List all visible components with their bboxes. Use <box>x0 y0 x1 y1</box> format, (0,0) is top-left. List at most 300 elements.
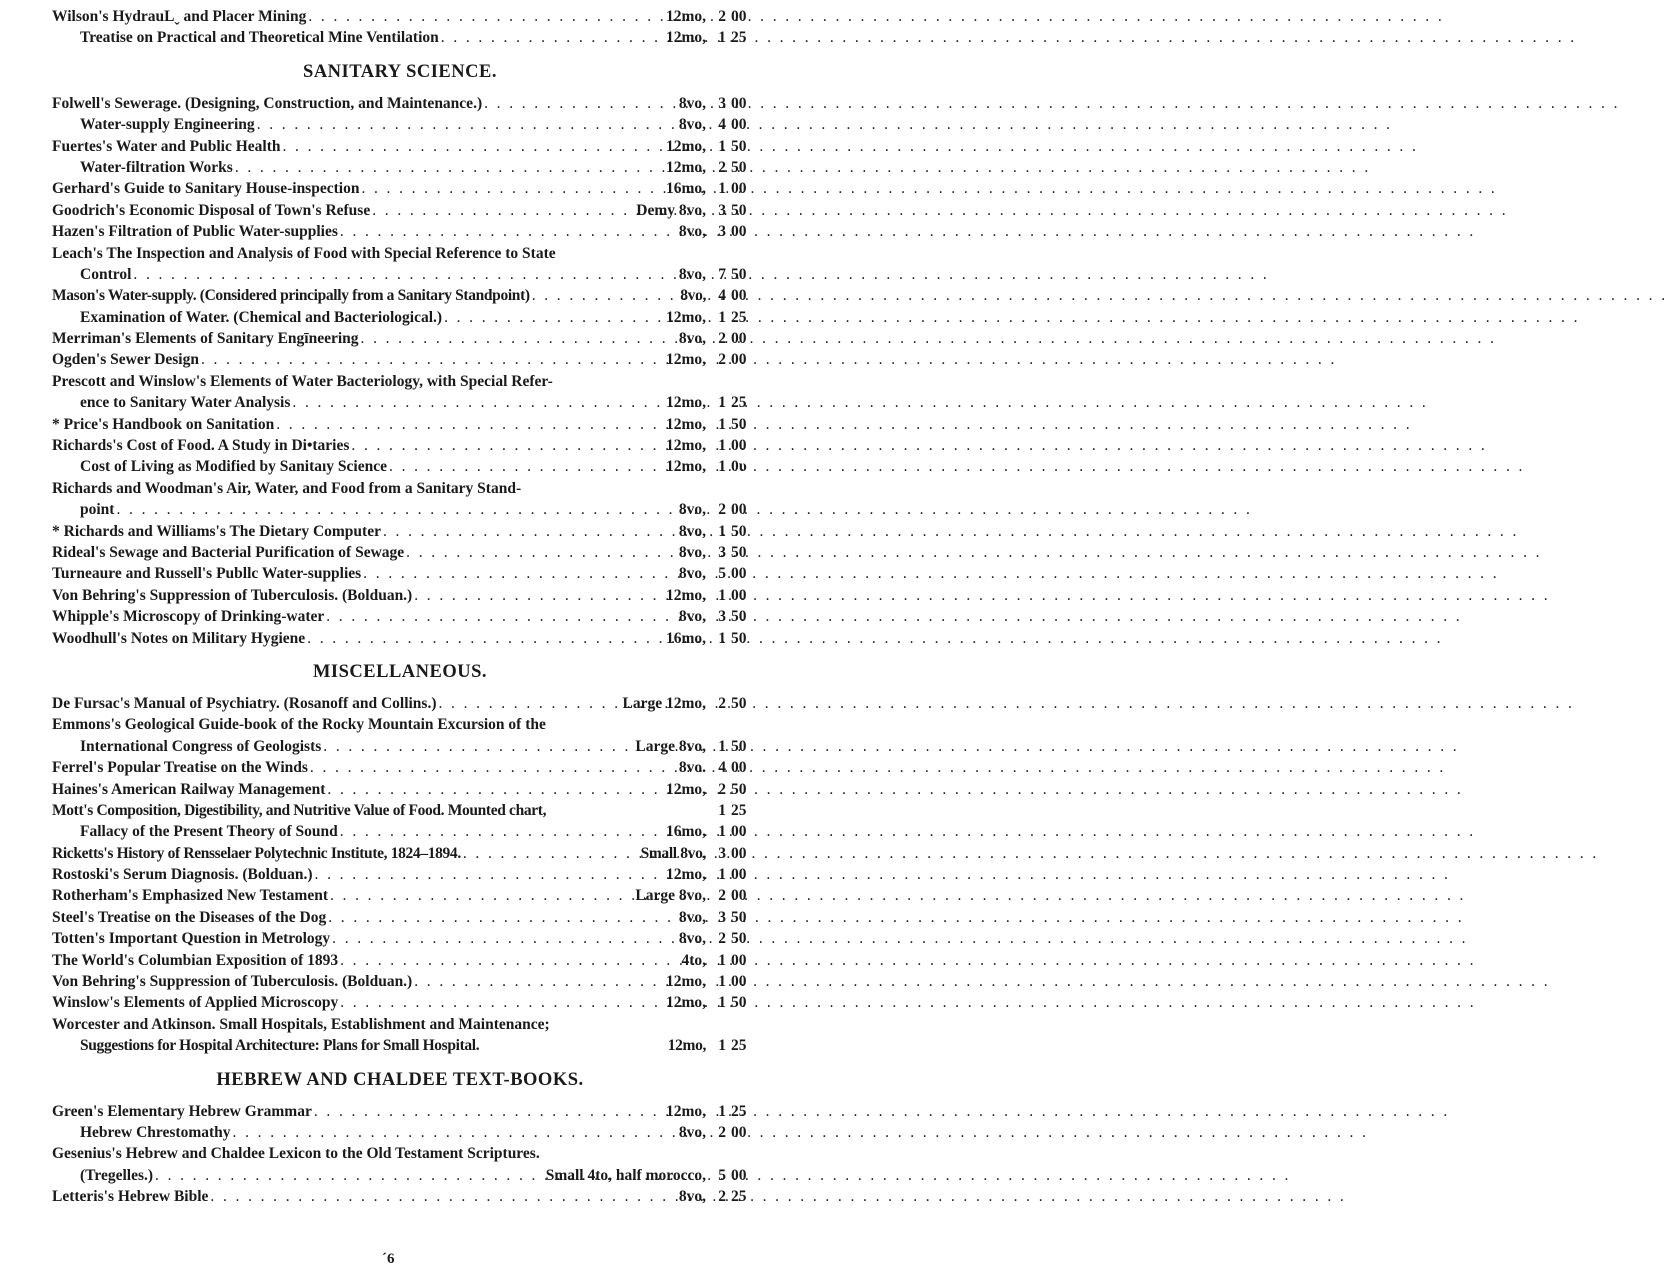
catalog-entry <box>0 200 800 221</box>
entry-title: * Price's Handbook on Sanitation <box>52 415 275 433</box>
entry-format: 12mo, <box>665 415 706 433</box>
entry-title: Whipple's Microscopy of Drinking-water <box>52 608 325 626</box>
price-cents: 50 <box>731 994 747 1012</box>
dot-leader <box>361 563 679 584</box>
dot-leader <box>328 885 635 906</box>
entry-title: Rotherham's Emphasized New Testament <box>52 887 328 905</box>
dot-leader <box>461 843 641 864</box>
page-number: ˊ6 <box>382 1251 395 1267</box>
entry-title: Von Behring's Suppression of Tuberculosis. (Bolduan.) <box>52 586 413 604</box>
dot-leader <box>308 757 679 778</box>
entry-title: Fuertes's Water and Public Health <box>52 137 281 155</box>
entry-body <box>52 6 706 27</box>
price-dollars: 4 <box>718 116 726 134</box>
entry-title: Control <box>80 265 132 283</box>
catalog-sections <box>0 49 800 1208</box>
price-dollars: 7 <box>718 265 726 283</box>
entry-body <box>52 693 706 714</box>
entry-title: Rideal's Sewage and Bacterial Purification of Sewage <box>52 543 405 561</box>
price-cents: 00 <box>731 844 747 862</box>
price-cents: 50 <box>731 930 747 948</box>
entry-format: 16mo, <box>665 180 706 198</box>
price-dollars: 2 <box>718 694 726 712</box>
price-dollars: 1 <box>718 951 726 969</box>
entry-format: 12mo, <box>665 586 706 604</box>
price-cents: 00 <box>731 866 747 884</box>
entry-title: Woodhull's Notes on Military Hygiene <box>52 629 306 647</box>
catalog-entry <box>0 499 800 520</box>
price-cents: 00 <box>731 180 747 198</box>
entry-title: Suggestions for Hospital Architecture: Plans for Small Hospital. <box>80 1037 480 1055</box>
price-cents: 00 <box>731 287 747 305</box>
price-cents: 50 <box>731 737 747 755</box>
entry-title: De Fursac's Manual of Psychiatry. (Rosanoff and Collins.) <box>52 694 437 712</box>
entry-body <box>52 714 706 735</box>
entry-title: Treatise on Practical and Theoretical Mine Ventilation <box>80 29 439 47</box>
catalog-entry-line <box>0 243 800 264</box>
entry-body <box>80 456 706 477</box>
price-dollars: 1 <box>718 522 726 540</box>
entry-title: Letteris's Hebrew Bible <box>52 1188 209 1206</box>
price-dollars: 3 <box>718 94 726 112</box>
catalog-entry <box>0 349 800 370</box>
entry-format: 12mo, <box>665 29 706 47</box>
entry-format: 8vo, <box>678 930 706 948</box>
entry-title: (Tregelles.) <box>80 1166 154 1184</box>
dot-leader <box>412 971 666 992</box>
section-heading: MISCELLANEOUS. <box>312 661 488 682</box>
entry-title: Leach's The Inspection and Analysis of Food with Special Reference to State <box>52 244 556 262</box>
catalog-section <box>0 1057 800 1208</box>
dot-leader <box>387 456 666 477</box>
entry-body <box>52 349 706 370</box>
price-cents: 50 <box>731 265 747 283</box>
price-dollars: 2 <box>718 930 726 948</box>
price-cents: 25 <box>731 1102 747 1120</box>
catalog-entry <box>0 328 800 349</box>
price-cents: 00 <box>731 351 747 369</box>
catalog-entry <box>0 6 800 27</box>
entry-format: 8vo. <box>678 759 706 777</box>
entry-body <box>52 521 706 542</box>
price-dollars: 1 <box>718 137 726 155</box>
price-dollars: 2 <box>718 158 726 176</box>
price-cents: 50 <box>731 543 747 561</box>
entry-title: Examination of Water. (Chemical and Bacteriological.) <box>80 308 443 326</box>
dot-leader <box>233 157 666 178</box>
catalog-entry <box>0 950 800 971</box>
entry-title: Wilson's HydrauLˬ and Placer Mining <box>52 8 307 25</box>
entry-title: Haines's American Railway Management <box>52 780 326 798</box>
price-dollars: 4 <box>718 287 726 305</box>
catalog-section <box>0 649 800 1057</box>
entry-format: Demy 8vo, <box>636 201 706 219</box>
entry-format: 12mo, <box>665 866 706 884</box>
catalog-entry <box>0 285 800 306</box>
catalog-entry-line <box>0 371 800 392</box>
entry-title: Von Behring's Suppression of Tuberculosis. (Bolduan.) <box>52 973 413 991</box>
price-dollars: 1 <box>718 737 726 755</box>
entry-title: point <box>80 501 115 519</box>
catalog-entry <box>0 221 800 242</box>
entry-body <box>52 907 706 928</box>
entry-title: Richards's Cost of Food. A Study in Di•taries <box>52 437 350 455</box>
entry-format: Large 12mo, <box>622 694 706 712</box>
price-cents: 00 <box>731 823 747 841</box>
price-cents: 25 <box>731 1037 747 1055</box>
entry-format: 8vo, <box>678 501 706 519</box>
dot-leader <box>313 864 666 885</box>
entry-body <box>52 371 706 392</box>
entry-body <box>52 178 706 199</box>
price-cents: 00 <box>731 1166 747 1184</box>
dot-leader <box>153 1165 546 1186</box>
entry-format: 8vo, <box>678 116 706 134</box>
entry-body <box>52 243 706 264</box>
price-dollars: 2 <box>718 887 726 905</box>
entry-body <box>52 585 706 606</box>
entry-body <box>80 157 706 178</box>
entry-format: 12mo, <box>665 394 706 412</box>
entry-body <box>52 328 706 349</box>
price-dollars: 2 <box>718 351 726 369</box>
entry-title: Hebrew Chrestomathy <box>80 1123 231 1141</box>
price-cents: 50 <box>731 608 747 626</box>
entry-title: Water-filtration Works <box>80 158 233 176</box>
catalog-entry <box>0 757 800 778</box>
entry-body <box>80 27 706 48</box>
entry-format: 8vo, <box>678 1188 706 1206</box>
price-dollars: 1 <box>718 29 726 47</box>
entry-body <box>52 971 706 992</box>
price-dollars: 1 <box>718 629 726 647</box>
dot-leader <box>324 606 679 627</box>
price-cents: 00 <box>731 8 747 25</box>
dot-leader <box>325 779 666 800</box>
price-dollars: 1 <box>718 994 726 1012</box>
catalog-entry <box>0 542 800 563</box>
catalog-entry <box>0 585 800 606</box>
catalog-entry <box>0 779 800 800</box>
entry-body <box>52 779 706 800</box>
dot-leader <box>412 585 666 606</box>
catalog-entry <box>0 693 800 714</box>
entry-format: 8vo, <box>678 1123 706 1141</box>
entry-body <box>52 1143 706 1164</box>
entry-title: Water-supply Engineering <box>80 116 255 134</box>
entry-body <box>80 1035 706 1056</box>
entry-title: Green's Elementary Hebrew Grammar <box>52 1102 312 1120</box>
entry-body <box>52 843 706 864</box>
price-cents: 25 <box>731 1188 747 1206</box>
price-dollars: 3 <box>718 844 726 862</box>
dot-leader <box>280 136 665 157</box>
price-dollars: 1 <box>718 866 726 884</box>
entry-format: 12mo, <box>665 780 706 798</box>
catalog-entry <box>0 992 800 1013</box>
entry-format: 12mo, <box>665 973 706 991</box>
entry-body <box>52 1186 706 1207</box>
price-cents: 50 <box>731 908 747 926</box>
price-dollars: 1 <box>718 308 726 326</box>
entry-format: 8vo, <box>678 608 706 626</box>
entry-title: Goodrich's Economic Disposal of Town's Refuse <box>52 201 371 219</box>
catalog-entry <box>0 521 800 542</box>
entry-body <box>52 757 706 778</box>
catalog-entry <box>0 435 800 456</box>
dot-leader <box>404 542 679 563</box>
catalog-entry <box>0 864 800 885</box>
entry-format: 8vo, <box>680 287 706 305</box>
entry-title: Folwell's Sewerage. (Designing, Construction, and Maintenance.) <box>52 94 483 112</box>
price-cents: 50 <box>731 158 747 176</box>
dot-leader <box>482 93 679 114</box>
entry-body <box>52 136 706 157</box>
catalog-entry <box>0 1101 800 1122</box>
entry-body <box>52 1101 706 1122</box>
price-dollars: 3 <box>718 543 726 561</box>
dot-leader <box>349 435 666 456</box>
entry-body <box>52 93 706 114</box>
catalog-entry <box>0 264 800 285</box>
dot-leader <box>437 693 623 714</box>
entry-body <box>52 542 706 563</box>
catalog-entry <box>0 114 800 135</box>
dot-leader <box>131 264 678 285</box>
price-dollars: 3 <box>718 223 726 241</box>
entry-title: Gesenius's Hebrew and Chaldee Lexicon to the Old Testament Scriptures. <box>52 1145 540 1163</box>
price-cents: 00 <box>731 223 747 241</box>
dot-leader <box>330 928 679 949</box>
entry-title: International Congress of Geologists <box>80 737 322 755</box>
entry-body <box>52 285 706 306</box>
entry-body <box>80 264 706 285</box>
entry-body <box>52 606 706 627</box>
entry-format: 8vo, <box>678 265 706 283</box>
price-dollars: 3 <box>718 201 726 219</box>
entry-body <box>80 1122 706 1143</box>
section-heading: SANITARY SCIENCE. <box>303 61 497 82</box>
price-dollars: 1 <box>718 973 726 991</box>
price-dollars: 1 <box>718 801 726 819</box>
catalog-entry <box>0 606 800 627</box>
price-cents: 25 <box>731 801 747 819</box>
price-cents: 00 <box>731 501 747 519</box>
price-cents: 00 <box>731 437 747 455</box>
entry-body <box>80 392 706 413</box>
price-dollars: 1 <box>718 394 726 412</box>
dot-leader <box>255 114 679 135</box>
entry-format: 12mo, <box>667 1037 706 1055</box>
catalog-entry <box>0 628 800 649</box>
entry-format: 12mo, <box>665 458 706 476</box>
dot-leader <box>359 178 666 199</box>
dot-leader <box>114 499 678 520</box>
dot-leader <box>231 1122 679 1143</box>
entry-title: Richards and Woodman's Air, Water, and Food from a Sanitary Stand- <box>52 479 522 497</box>
dot-leader <box>338 950 681 971</box>
entry-format: 12mo, <box>665 1102 706 1120</box>
entry-body <box>52 800 706 821</box>
entry-title: Mott's Composition, Digestibility, and Nutritive Value of Food. Mounted chart, <box>52 801 547 819</box>
catalog-entry-line <box>0 478 800 499</box>
entry-body <box>80 499 706 520</box>
entry-format: 8vo, <box>678 522 706 540</box>
entry-body <box>52 992 706 1013</box>
price-dollars: 1 <box>718 1102 726 1120</box>
entry-format: 8vo, <box>678 565 706 583</box>
catalog-entry <box>0 392 800 413</box>
price-dollars: 1 <box>718 415 726 433</box>
entry-body <box>52 563 706 584</box>
entry-format: 8vo, <box>678 223 706 241</box>
price-cents: 25 <box>731 29 747 47</box>
catalog-entry-line <box>0 1143 800 1164</box>
dot-leader <box>381 521 679 542</box>
dot-leader <box>274 414 666 435</box>
entry-title: ence to Sanitary Water Analysis <box>80 394 291 412</box>
price-cents: 00 <box>731 586 747 604</box>
catalog-entry <box>0 456 800 477</box>
price-dollars: 1 <box>718 586 726 604</box>
entry-body <box>80 736 706 757</box>
catalog-entry <box>0 1122 800 1143</box>
catalog-entry <box>0 157 800 178</box>
entry-title: Fallacy of the Present Theory of Sound <box>80 823 338 841</box>
catalog-entry <box>0 928 800 949</box>
dot-leader <box>306 6 666 27</box>
price-cents: 25 <box>731 308 747 326</box>
catalog-entry <box>0 821 800 842</box>
catalog-entry <box>0 736 800 757</box>
entry-title: The World's Columbian Exposition of 1893 <box>52 951 339 969</box>
catalog-entry-line <box>0 1014 800 1035</box>
price-cents: 00 <box>731 887 747 905</box>
price-dollars: 2 <box>718 501 726 519</box>
price-dollars: 2 <box>718 330 726 348</box>
dot-leader <box>208 1186 678 1207</box>
entry-title: Worcester and Atkinson. Small Hospitals, Establishment and Maintenance; <box>52 1015 550 1033</box>
entry-title: Turneaure and Russell's Publlc Water-supplies <box>52 565 362 583</box>
dot-leader <box>359 328 679 349</box>
dot-leader <box>312 1101 666 1122</box>
entry-format: 12mo, <box>665 437 706 455</box>
price-cents: 00 <box>731 951 747 969</box>
price-cents: 00 <box>731 116 747 134</box>
entry-format: 12mo, <box>665 8 706 25</box>
price-cents: 00 <box>731 973 747 991</box>
entry-body <box>52 1014 706 1035</box>
entry-title: Gerhard's Guide to Sanitary House-inspection <box>52 180 360 198</box>
dot-leader <box>199 349 666 370</box>
price-cents: 50 <box>731 201 747 219</box>
dot-leader <box>338 992 666 1013</box>
entry-title: Ferrel's Popular Treatise on the Winds <box>52 759 308 777</box>
entry-format: 12mo, <box>665 351 706 369</box>
catalog-entry <box>0 885 800 906</box>
entry-title: Totten's Important Question in Metrology <box>52 930 331 948</box>
entry-title: Emmons's Geological Guide-book of the Rocky Mountain Excursion of the <box>52 716 546 734</box>
price-dollars: 3 <box>718 608 726 626</box>
entry-format: 12mo, <box>665 994 706 1012</box>
price-cents: 50 <box>731 415 747 433</box>
entry-body <box>80 821 706 842</box>
entry-body <box>52 864 706 885</box>
entry-title: Ricketts's History of Rensselaer Polytechnic Institute, 1824–1894. <box>52 844 461 862</box>
price-cents: 00 <box>731 565 747 583</box>
dot-leader <box>370 200 636 221</box>
entry-body <box>52 928 706 949</box>
catalog-entry-line <box>0 714 800 735</box>
catalog-entry <box>0 800 800 821</box>
catalog-entry <box>0 907 800 928</box>
entry-format: Large 8vo, <box>635 887 706 905</box>
price-dollars: 2 <box>718 780 726 798</box>
dot-leader <box>305 628 666 649</box>
dot-leader <box>439 27 666 48</box>
dot-leader <box>326 907 679 928</box>
price-cents: 50 <box>731 137 747 155</box>
price-dollars: 5 <box>718 565 726 583</box>
entry-title: Cost of Living as Modified by Sanitaıy Science <box>80 458 388 476</box>
entry-format: Small 4to, half morocco, <box>545 1166 706 1184</box>
price-dollars: 4 <box>718 759 726 777</box>
entry-body <box>52 200 706 221</box>
entry-title: Prescott and Winslow's Elements of Water Bacteriology, with Special Refer- <box>52 372 553 390</box>
catalog-entry <box>0 414 800 435</box>
price-cents: 00 <box>731 94 747 112</box>
entry-format: 12mo, <box>665 308 706 326</box>
entry-body <box>52 950 706 971</box>
entry-body <box>80 1165 706 1186</box>
entry-title: * Richards and Williams's The Dietary Computer <box>52 522 381 540</box>
intro-entries <box>0 6 800 49</box>
price-cents: 00 <box>731 1123 747 1141</box>
section-heading: HEBREW AND CHALDEE TEXT-BOOKS. <box>216 1069 584 1090</box>
catalog-entry <box>0 136 800 157</box>
price-cents: 50 <box>731 629 747 647</box>
dot-leader <box>290 392 666 413</box>
catalog-entry <box>0 93 800 114</box>
entry-body <box>52 628 706 649</box>
price-cents: 50 <box>731 694 747 712</box>
entry-body <box>52 435 706 456</box>
entry-title: Rostoski's Serum Diagnosis. (Bolduan.) <box>52 866 313 884</box>
entry-format: 8vo, <box>678 543 706 561</box>
entry-title: Steel's Treatise on the Diseases of the Dog <box>52 908 327 926</box>
entry-format: 8vo, <box>678 908 706 926</box>
entry-body <box>80 307 706 328</box>
price-cents: 00 <box>731 330 747 348</box>
entry-format: Small 8vo, <box>640 844 706 862</box>
entry-format: 16mo, <box>665 823 706 841</box>
catalog-entry <box>0 178 800 199</box>
catalog-section <box>0 49 800 649</box>
entry-body <box>52 414 706 435</box>
price-dollars: 2 <box>718 1188 726 1206</box>
entry-format: 8vo, <box>678 330 706 348</box>
entry-body <box>52 221 706 242</box>
price-dollars: 1 <box>718 437 726 455</box>
dot-leader <box>530 285 681 306</box>
entry-title: Ogden's Sewer Design <box>52 351 199 369</box>
price-dollars: 1 <box>718 1037 726 1055</box>
dot-leader <box>321 736 635 757</box>
price-dollars: 2 <box>718 1123 726 1141</box>
price-dollars: 1 <box>718 458 726 476</box>
entry-body <box>80 114 706 135</box>
entry-format: 12mo, <box>665 137 706 155</box>
